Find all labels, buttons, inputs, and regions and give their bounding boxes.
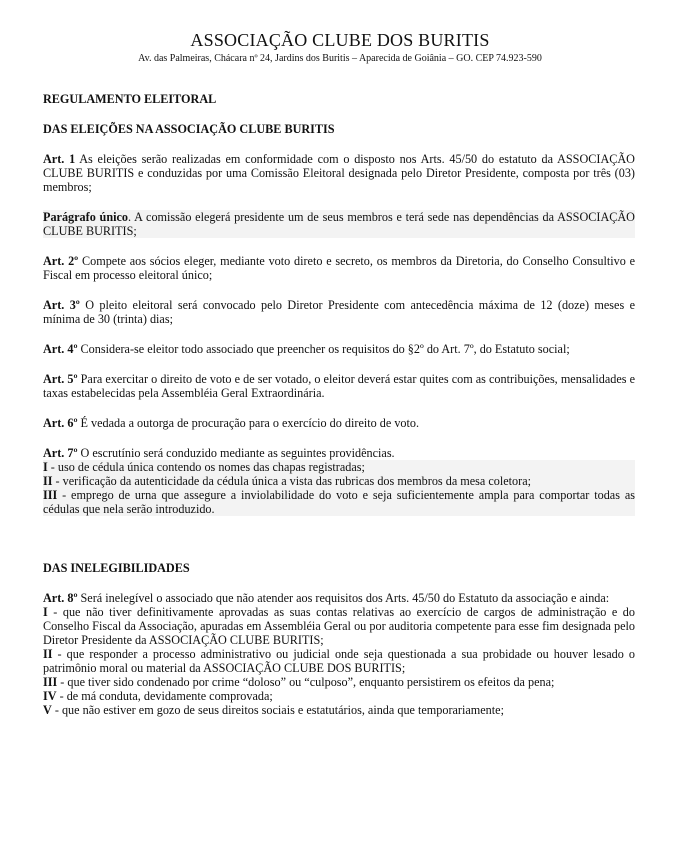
article-label: Art. 4º [43, 342, 78, 356]
item-label: I [43, 605, 48, 619]
article-text: O escrutínio será conduzido mediante as seguintes providências. [77, 446, 395, 460]
article-1 [43, 152, 635, 194]
letterhead [0, 29, 680, 65]
article-text: Para exercitar o direito de voto e de ser votado, o eleitor deverá estar quites com as contribuições, mensalidades e taxas estabelecidas pela Assembléia Geral Extraordinária. [43, 372, 636, 400]
document-body [43, 92, 635, 717]
article-3 [43, 298, 635, 326]
section-title-ineligibility: DAS INELEGIBILIDADES [43, 561, 190, 575]
item-label: II [43, 474, 53, 488]
item-text: - que responder a processo administrativo ou judicial onde seja questionada a sua probidade ou houver lesado o patrimônio moral ou material da ASSOCIAÇÃO CLUBE DOS BURITIS; [43, 647, 635, 675]
list-item [43, 605, 635, 647]
list-item [43, 647, 635, 675]
article-label: Art. 8º [43, 591, 78, 605]
article-label: Art. 6º [43, 416, 78, 430]
list-item [43, 675, 635, 689]
article-7-items [43, 460, 635, 516]
article-2 [43, 254, 635, 282]
item-text: - que não estiver em gozo de seus direitos sociais e estatutários, ainda que temporariamente; [51, 703, 504, 717]
item-text: - que não tiver definitivamente aprovadas as suas contas relativas ao exercício de cargos de administração e do Conselho Fiscal da Associação, apuradas em Assembléia Geral ou por auditoria competente para esse fim designada pelo Diretor Presidente da ASSOCIAÇÃO CLUBE BURITIS; [43, 605, 635, 647]
article-text: É vedada a outorga de procuração para o exercício do direito de voto. [77, 416, 420, 430]
list-item [43, 703, 635, 717]
article-label: Art. 7º [43, 446, 78, 460]
article-4 [43, 342, 635, 356]
article-text: Considera-se eleitor todo associado que preencher os requisitos do §2º do Art. 7º, do Estatuto social; [77, 342, 570, 356]
article-6 [43, 416, 635, 430]
article-text: Compete aos sócios eleger, mediante voto direto e secreto, os membros da Diretoria, do Conselho Consultivo e Fiscal em processo eleitoral único; [43, 254, 635, 282]
item-text: - que tiver sido condenado por crime “doloso” ou “culposo”, enquanto persistirem os efeitos da pena; [57, 675, 555, 689]
document-heading: REGULAMENTO ELEITORAL [43, 92, 217, 106]
article-text: As eleições serão realizadas em conformidade com o disposto nos Arts. 45/50 do estatuto da ASSOCIAÇÃO CLUBE BURITIS e conduzidas por uma Comissão Eleitoral designada pelo Diretor Presidente, composta por três (03) membros; [43, 152, 635, 194]
list-item [43, 689, 635, 703]
item-label: III [43, 488, 58, 502]
article-label: Art. 1 [43, 152, 76, 166]
list-item [43, 488, 635, 516]
section-title-elections: DAS ELEIÇÕES NA ASSOCIAÇÃO CLUBE BURITIS [43, 122, 335, 136]
item-label: I [43, 460, 48, 474]
article-8 [43, 591, 635, 605]
list-item [43, 460, 635, 474]
organization-address: Av. das Palmeiras, Chácara nº 24, Jardins dos Buritis – Aparecida de Goiânia – GO. CEP 74.923-590 [138, 53, 542, 64]
item-label: III [43, 675, 58, 689]
article-text: O pleito eleitoral será convocado pelo Diretor Presidente com antecedência máxima de 12 (doze) meses e mínima de 30 (trinta) dias; [43, 298, 635, 326]
item-label: IV [43, 689, 57, 703]
item-text: - verificação da autenticidade da cédula única a vista das rubricas dos membros da mesa coletora; [52, 474, 531, 488]
item-text: - de má conduta, devidamente comprovada; [56, 689, 273, 703]
article-5 [43, 372, 635, 400]
article-label: Art. 2º [43, 254, 79, 268]
paragraph-label: Parágrafo único [43, 210, 129, 224]
item-text: - emprego de urna que assegure a inviolabilidade do voto e seja suficientemente ampla para comportar todas as cédulas que nela serão introduzido. [43, 488, 635, 516]
paragrafo-unico [43, 210, 635, 238]
list-item [43, 474, 635, 488]
item-label: II [43, 647, 53, 661]
item-label: V [43, 703, 52, 717]
organization-title: ASSOCIAÇÃO CLUBE DOS BURITIS [190, 30, 490, 50]
article-label: Art. 5º [43, 372, 78, 386]
article-7 [43, 446, 635, 460]
article-label: Art. 3º [43, 298, 80, 312]
paragraph-text: . A comissão elegerá presidente um de seus membros e terá sede nas dependências da ASSOCIAÇÃO CLUBE BURITIS; [43, 210, 635, 238]
article-text: Será inelegível o associado que não atender aos requisitos dos Arts. 45/50 do Estatuto da associação e ainda: [77, 591, 610, 605]
item-text: - uso de cédula única contendo os nomes das chapas registradas; [47, 460, 365, 474]
